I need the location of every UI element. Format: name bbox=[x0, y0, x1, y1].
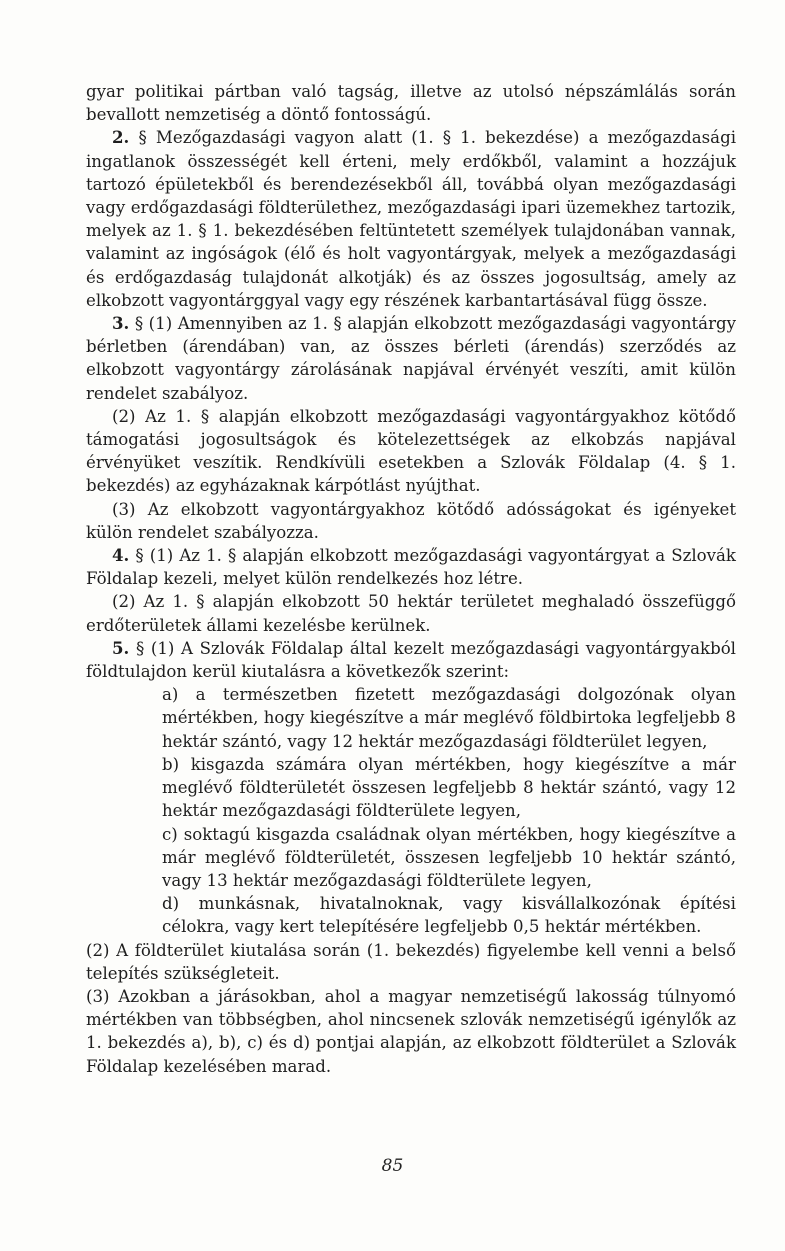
paragraph-text: (2) A földterület kiutalása során (1. bekezdés) figyelembe kell venni a belső telepítés szükségleteit. bbox=[86, 940, 736, 983]
list-item-b bbox=[86, 753, 736, 823]
section-5 bbox=[86, 637, 736, 683]
paragraph-text: § (1) A Szlovák Földalap által kezelt mezőgazdasági vagyontárgyakból földtulajdon kerül kiutalásra a következők szerint: bbox=[86, 638, 736, 682]
paragraph-text: (2) Az 1. § alapján elkobzott 50 hektár területet meghaladó összefüggő erdőterületek állami kezelésbe kerülnek. bbox=[86, 592, 736, 635]
paragraph-text: gyar politikai pártban való tagság, illetve az utolsó népszámlálás során bevallott nemzetiség a döntő fontosságú. bbox=[86, 82, 736, 125]
section-4 bbox=[86, 544, 736, 590]
section-5-paragraph-2 bbox=[86, 939, 736, 985]
body-text bbox=[86, 80, 736, 1078]
section-number: 3. bbox=[112, 313, 130, 334]
page-number: 85 bbox=[381, 1156, 404, 1176]
paragraph-text: § Mezőgazdasági vagyon alatt (1. § 1. bekezdése) a mezőgazdasági ingatlanok összességét kell érteni, mely erdőkből, valamint a hozzájuk tartozó épületekből és berendezésekből áll, továbbá olyan mezőgazdasági vagy erdőgazdasági földterülethez, mezőgazdasági ipari üzemekhez tartozik, melyek az 1. § 1. bekezdésében feltüntetett személyek tulajdonában vannak, valamint az ingóságok (élő és holt vagyontárgyak, melyek a mezőgazdasági és erdőgazdaság tulajdonát alkotják) és az összes jogosultság, amely az elkobzott vagyontárggyal vagy egy részének karbantartásával függ össze. bbox=[86, 128, 736, 310]
list-item-text: d) munkásnak, hivatalnoknak, vagy kisvállalkozónak építési célokra, vagy kert telepítésére legfeljebb 0,5 hektár mértékben. bbox=[162, 894, 736, 937]
section-number: 5. bbox=[112, 637, 130, 658]
list-item-text: c) soktagú kisgazda családnak olyan mértékben, hogy kiegészítve a már meglévő földterületét, összesen legfeljebb 10 hektár szántó, vagy 13 hektár mezőgazdasági földterülete legyen, bbox=[162, 824, 736, 890]
section-3 bbox=[86, 312, 736, 405]
section-5-paragraph-3 bbox=[86, 985, 736, 1078]
paragraph-text: (3) Az elkobzott vagyontárgyakhoz kötődő adósságokat és igényeket külön rendelet szabályozza. bbox=[86, 499, 736, 542]
paragraph-text: (3) Azokban a járásokban, ahol a magyar nemzetiségű lakosság túlnyomó mértékben van többségben, ahol nincsenek szlovák nemzetiségű igénylők az 1. bekezdés a), b), c) és d) pontjai alapján, az elkobzott földterület a Szlovák Földalap kezelésében marad. bbox=[86, 986, 736, 1076]
list-item-c bbox=[86, 823, 736, 893]
section-3-paragraph-2 bbox=[86, 405, 736, 498]
section-number: 4. bbox=[112, 545, 130, 566]
paragraph-text: § (1) Az 1. § alapján elkobzott mezőgazdasági vagyontárgyat a Szlovák Földalap kezeli, melyet külön rendelkezés hoz létre. bbox=[86, 546, 736, 589]
list-item-text: b) kisgazda számára olyan mértékben, hogy kiegészítve a már meglévő földterületét összesen legfeljebb 8 hektár szántó, vagy 12 hektár mezőgazdasági földterülete legyen, bbox=[162, 754, 736, 821]
list-item-text: a) a természetben fizetett mezőgazdasági dolgozónak olyan mértékben, hogy kiegészítve a már meglévő földbirtoka legfeljebb 8 hektár szántó, vagy 12 hektár mezőgazdasági földterület legyen, bbox=[162, 685, 736, 751]
paragraph-continuation bbox=[86, 80, 736, 126]
paragraph-text: (2) Az 1. § alapján elkobzott mezőgazdasági vagyontárgyakhoz kötődő támogatási jogosultságok és kötelezettségek az elkobzás napjával érvényüket veszítik. Rendkívüli esetekben a Szlovák Földalap (4. § 1. bekezdés) az egyházaknak kárpótlást nyújthat. bbox=[86, 406, 736, 496]
paragraph-text: § (1) Amennyiben az 1. § alapján elkobzott mezőgazdasági vagyontárgy bérletben (árendában) van, az összes bérleti (árendás) szerződés az elkobzott vagyontárgy zárolásának napjával érvényét veszíti, amit külön rendelet szabályoz. bbox=[86, 314, 736, 403]
list-item-a bbox=[86, 683, 736, 753]
list-item-d bbox=[86, 892, 736, 938]
section-number: 2. bbox=[112, 127, 130, 148]
section-3-paragraph-3 bbox=[86, 498, 736, 544]
section-4-paragraph-2 bbox=[86, 590, 736, 636]
section-2 bbox=[86, 126, 736, 312]
